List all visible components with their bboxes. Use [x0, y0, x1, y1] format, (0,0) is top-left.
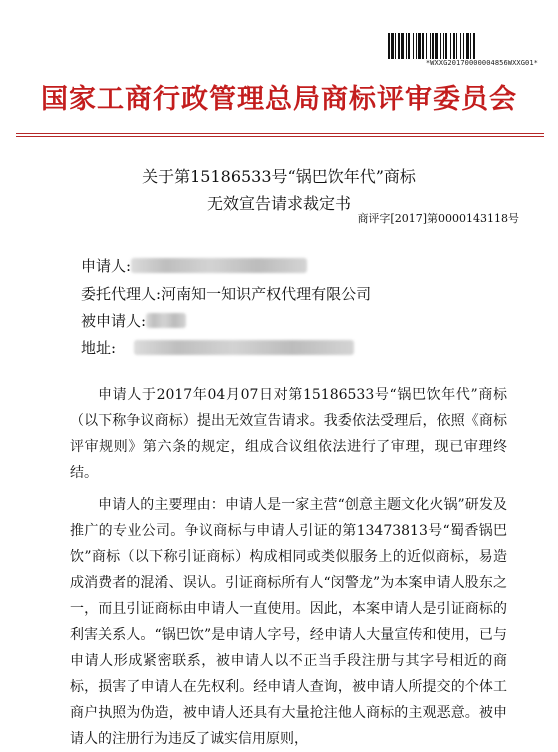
barcode-bar: [463, 33, 464, 59]
barcode-bar: [388, 33, 390, 59]
document-title-line2: 无效宣告请求裁定书: [206, 194, 351, 213]
barcode-bar: [456, 33, 457, 59]
document-number: 商评字[2017]第0000143118号: [357, 212, 519, 225]
barcode-bar: [391, 33, 394, 59]
barcode-bar: [398, 33, 400, 59]
address-redacted-value: [134, 340, 354, 355]
barcode-bar: [416, 33, 417, 59]
agent-row: [81, 282, 371, 304]
barcode-bar: [406, 33, 407, 59]
barcode-bar: [426, 33, 427, 59]
barcode-bar: [460, 33, 461, 59]
header-divider-top: [16, 133, 544, 134]
barcode-bar: [440, 33, 441, 59]
barcode: [388, 33, 538, 59]
applicant-redacted-value: [131, 258, 307, 273]
applicant-label: 申请人:: [81, 256, 132, 275]
barcode-bar: [401, 33, 404, 59]
barcode-bar: [435, 33, 438, 59]
barcode-bar: [466, 33, 469, 59]
respondent-redacted-value: [146, 313, 186, 328]
address-row: [81, 336, 354, 358]
agent-label: 委托代理人:: [81, 284, 162, 303]
body-text: [70, 382, 507, 752]
barcode-bar: [473, 33, 475, 59]
address-label: 地址:: [81, 338, 117, 357]
barcode-bar: [453, 33, 455, 59]
barcode-graphic: [388, 33, 538, 59]
barcode-bar: [445, 33, 447, 59]
body-paragraph-1: 申请人于2017年04月07日对第15186533号“锅巴饮年代”商标（以下称争议商标）提出无效宣告请求。我委依法受理后，依照《商标评审规则》第六条的规定，组成合议组依法进行了审理，现已审理终结。: [70, 387, 507, 481]
barcode-bar: [395, 33, 396, 59]
barcode-bar: [443, 33, 444, 59]
barcode-bar: [432, 33, 434, 59]
body-paragraph-2: 申请人的主要理由：申请人是一家主营“创意主题文化火锅”研发及推广的专业公司。争议商标与申请人引证的第13473813号“蜀香锅巴饮”商标（以下称引证商标）构成相同或类似服务上的近似商标，易造成消费者的混淆、误认。引证商标所有人“闵警龙”为本案申请人股东之一，而且引证商标由申请人一直使用。因此，本案申请人是引证商标的利害关系人。“锅巴饮”是申请人字号，经申请人大量宣传和使用，已与申请人形成紧密联系，被申请人以不正当手段注册与其字号相近的商标，损害了申请人在先权利。经申请人查询，被申请人所提交的个体工商户执照为伪造，被申请人还具有大量抢注他人商标的主观恶意。被申请人的注册行为违反了诚实信用原则，: [70, 497, 507, 747]
document-title-line1: 关于第15186533号“锅巴饮年代”商标: [142, 167, 416, 186]
respondent-label: 被申请人:: [81, 311, 147, 330]
barcode-text: *WXXG20170000004856WXXG01*: [425, 59, 538, 67]
applicant-row: [81, 254, 307, 276]
barcode-bar: [430, 33, 431, 59]
agent-value: 河南知一知识产权代理有限公司: [161, 284, 372, 303]
barcode-bar: [418, 33, 421, 59]
barcode-bar: [422, 33, 424, 59]
header-divider-bottom: [16, 136, 544, 137]
organization-title: 国家工商行政管理总局商标评审委员会: [41, 84, 517, 115]
respondent-row: [81, 309, 186, 331]
barcode-bar: [450, 33, 451, 59]
barcode-bar: [470, 33, 471, 59]
barcode-bar: [413, 33, 414, 59]
barcode-bar: [408, 33, 410, 59]
